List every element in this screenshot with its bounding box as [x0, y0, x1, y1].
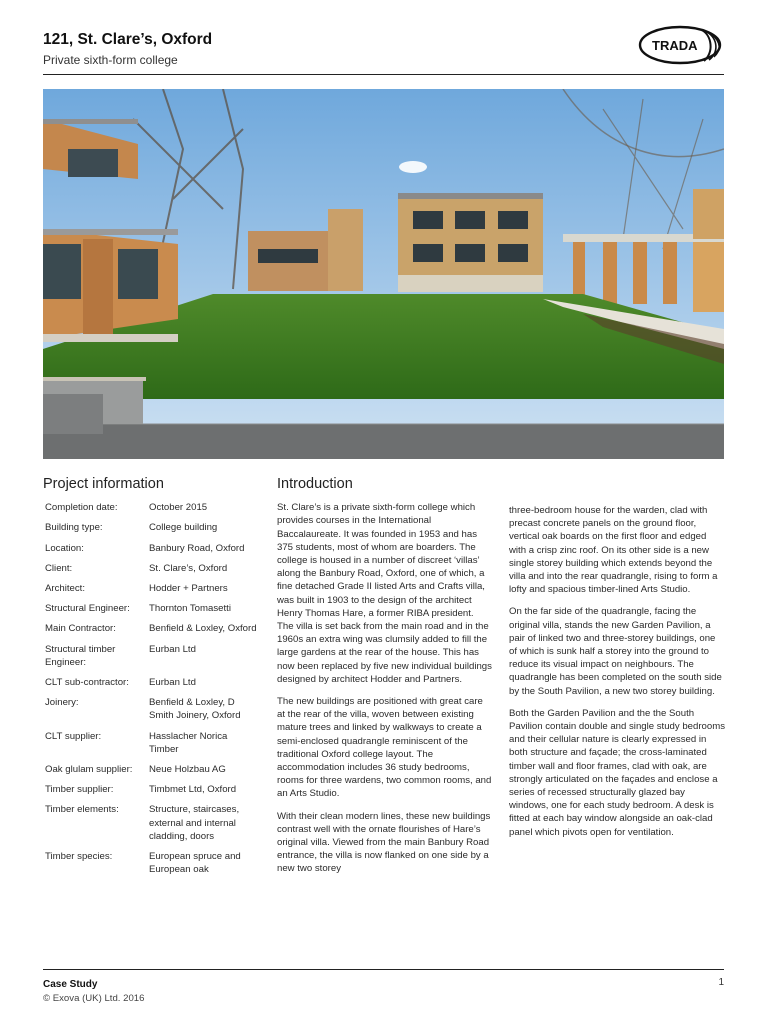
info-value: Thornton Tomasetti: [149, 603, 231, 615]
info-label: Building type:: [45, 522, 103, 534]
info-row: [43, 562, 258, 582]
info-label: Timber elements:: [45, 804, 119, 816]
page-header: [43, 31, 724, 67]
info-label: Client:: [45, 562, 73, 574]
info-row: [43, 582, 258, 602]
introduction-column-2: [509, 504, 725, 848]
page-title: 121, St. Clare’s, Oxford: [43, 31, 213, 48]
project-info-table: [43, 501, 258, 883]
project-info-heading: Project information: [43, 476, 164, 492]
info-label: Timber supplier:: [45, 784, 114, 796]
info-label: Location:: [45, 542, 84, 554]
info-value: European spruce and European oak: [149, 851, 241, 876]
info-row: [43, 763, 258, 783]
project-info-section: [43, 478, 258, 883]
info-value: Eurban Ltd: [149, 643, 196, 655]
info-label: Joinery:: [45, 697, 79, 709]
footer-divider: [43, 969, 724, 970]
intro-paragraph: With their clean modern lines, these new buildings contrast well with the ornate flourishes of Hare’s original villa. Viewed from the main Banbury Road entrance, the villa is now flanked on one side by a new two storey: [277, 810, 491, 875]
introduction-column-1: [277, 478, 492, 885]
footer-label: Case Study: [43, 979, 98, 990]
info-value: October 2015: [149, 502, 208, 514]
info-value: Hodder + Partners: [149, 583, 228, 595]
info-row: [43, 730, 258, 763]
info-value: Benfield & Loxley, Oxford: [149, 623, 257, 635]
info-value: College building: [149, 522, 218, 534]
info-label: Completion date:: [45, 502, 118, 514]
intro-paragraph: three-bedroom house for the warden, clad with precast concrete panels on the ground floor, vertical oak boards on the first floor and edged with a crisp zinc roof. On its other side is a new single storey building which extends beyond the villa and into the rear quadrangle, rising to form a lofty and spacious timber-lined Arts Studio.: [509, 505, 718, 596]
info-value: Neue Holzbau AG: [149, 764, 226, 776]
page-number: 1: [718, 977, 724, 988]
info-row: [43, 643, 258, 676]
info-label: Structural Engineer:: [45, 603, 130, 615]
intro-paragraph: On the far side of the quadrangle, facing the original villa, stands the new Garden Pavilion, a pair of linked two and three-storey buildings, one of which is sunk half a storey into the ground to reduce its visual impact on neighbours. The quadrangle has been completed on the south side by the South Pavilion, a new two storey building.: [509, 606, 722, 697]
info-row: [43, 501, 258, 521]
info-row: [43, 783, 258, 803]
intro-paragraph: The new buildings are positioned with great care at the rear of the villa, woven between existing mature trees and linked by walkways to create a semi-enclosed quadrangle reminiscent of the traditional Oxford college layout. The accommodation includes 36 study bedrooms, rooms for three wardens, two common rooms, and an Arts Studio.: [277, 696, 492, 800]
info-row: [43, 542, 258, 562]
info-label: Timber species:: [45, 851, 113, 863]
info-row: [43, 521, 258, 541]
introduction-heading: Introduction: [277, 476, 353, 492]
info-row: [43, 602, 258, 622]
info-label: CLT supplier:: [45, 730, 102, 742]
info-value: Timbmet Ltd, Oxford: [149, 784, 237, 796]
info-row: [43, 676, 258, 696]
hero-photo: [43, 89, 724, 459]
info-label: Structural timber Engineer:: [45, 643, 116, 668]
info-value: Structure, staircases, external and internal cladding, doors: [149, 804, 240, 842]
header-divider: [43, 74, 724, 75]
info-label: Oak glulam supplier:: [45, 764, 133, 776]
info-value: Eurban Ltd: [149, 677, 196, 689]
intro-paragraph: St. Clare’s is a private sixth-form college which provides courses in the International Baccalaureate. It was founded in 1953 and has 375 students, most of whom are boarders. The college is housed in a number of discreet ‘villas’ along the Banbury Road, Oxford, one of which, a fine detached Grade II listed Arts and Crafts villa, was built in 1903 to the design of the architect Henry Thomas Hare, a former RIBA president. The villa is set back from the main road and in the 1960s an extra wing was clumsily added to fill the large gardens at the rear of the house. This has now been replaced by five new individual buildings designed by architect Hodder and Partners.: [277, 502, 492, 685]
intro-paragraph: Both the Garden Pavilion and the the South Pavilion contain double and single study bedrooms and their cellular nature is clearly expressed in both structure and façade; the cross-laminated timber wall and floor frames, clad with oak, are strongly articulated on the façades and enclose a series of recessed structurally glazed bay windows, one for each study bedroom. A desk is fitted at each bay window alongside an oak-clad panel which pivots open for ventilation.: [509, 707, 725, 838]
trada-logo: [638, 24, 724, 66]
info-value: Banbury Road, Oxford: [149, 542, 245, 554]
info-value: St. Clare’s, Oxford: [149, 562, 228, 574]
info-value: Hasslacher Norica Timber: [149, 730, 228, 755]
page-subtitle: Private sixth-form college: [43, 53, 178, 67]
info-row: [43, 696, 258, 729]
footer-copyright: © Exova (UK) Ltd. 2016: [43, 993, 145, 1004]
info-value: Benfield & Loxley, D Smith Joinery, Oxford: [149, 697, 241, 722]
info-row: [43, 850, 258, 883]
info-label: Architect:: [45, 583, 85, 595]
info-label: CLT sub-contractor:: [45, 677, 129, 689]
info-label: Main Contractor:: [45, 623, 116, 635]
info-row: [43, 622, 258, 642]
info-row: [43, 803, 258, 850]
logo-text: TRADA: [652, 38, 698, 53]
